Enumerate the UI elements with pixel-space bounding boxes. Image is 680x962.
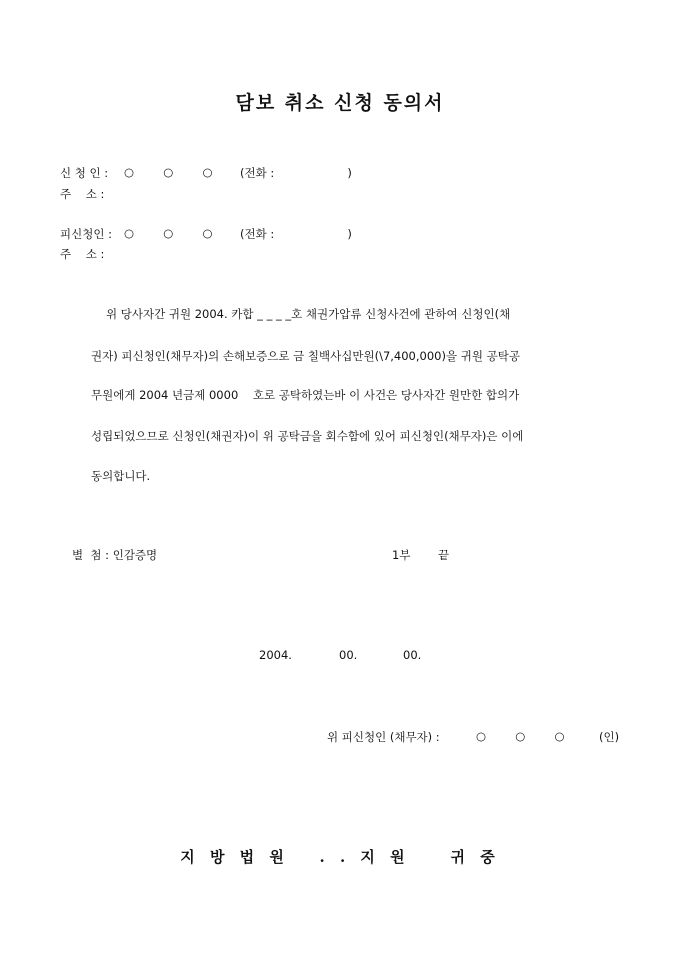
applicant-label: 신 청 인 : [60, 166, 109, 180]
body-line-2: 권자) 피신청인(채무자)의 손해보증으로 금 칠백사십만원(\7,400,000)을 귀원 공탁공 [91, 349, 520, 363]
attachment-count: 1부 [392, 548, 411, 562]
date-day: 00. [403, 648, 422, 662]
body-line-5: 동의합니다. [91, 469, 151, 483]
signature-seal: (인) [599, 730, 620, 744]
attachment-end: 끝 [438, 548, 450, 562]
respondent-label: 피신청인 : [60, 227, 112, 241]
attachment-label: 별 첨 : 인감증명 [72, 548, 158, 562]
applicant-name: ○ ○ ○ [124, 165, 213, 179]
court-addressee: 지 방 법 원 . . 지 원 귀 중 [180, 848, 500, 866]
respondent-address-label: 주 소 : [60, 247, 105, 261]
respondent-phone: (전화 : ) [240, 227, 352, 241]
date-month: 00. [339, 648, 358, 662]
date-year: 2004. [259, 648, 292, 662]
body-line-3: 무원에게 2004 년금제 0000 호로 공탁하였는바 이 사건은 당사자간 원만한 합의가 [91, 388, 520, 402]
body-line-4: 성립되었으므로 신청인(채권자)이 위 공탁금을 회수함에 있어 피신청인(채무자)은 이에 [91, 429, 524, 443]
applicant-address-label: 주 소 : [60, 187, 105, 201]
signature-name: ○ ○ ○ [476, 729, 565, 743]
document-title: 담보 취소 신청 동의서 [235, 92, 445, 114]
applicant-phone: (전화 : ) [240, 166, 352, 180]
respondent-name: ○ ○ ○ [124, 226, 213, 240]
body-line-1: 위 당사자간 귀원 2004. 카합 _ _ _ _호 채권가압류 신청사건에 관하여 신청인(채 [106, 307, 511, 321]
signature-label: 위 피신청인 (채무자) : [327, 730, 440, 744]
